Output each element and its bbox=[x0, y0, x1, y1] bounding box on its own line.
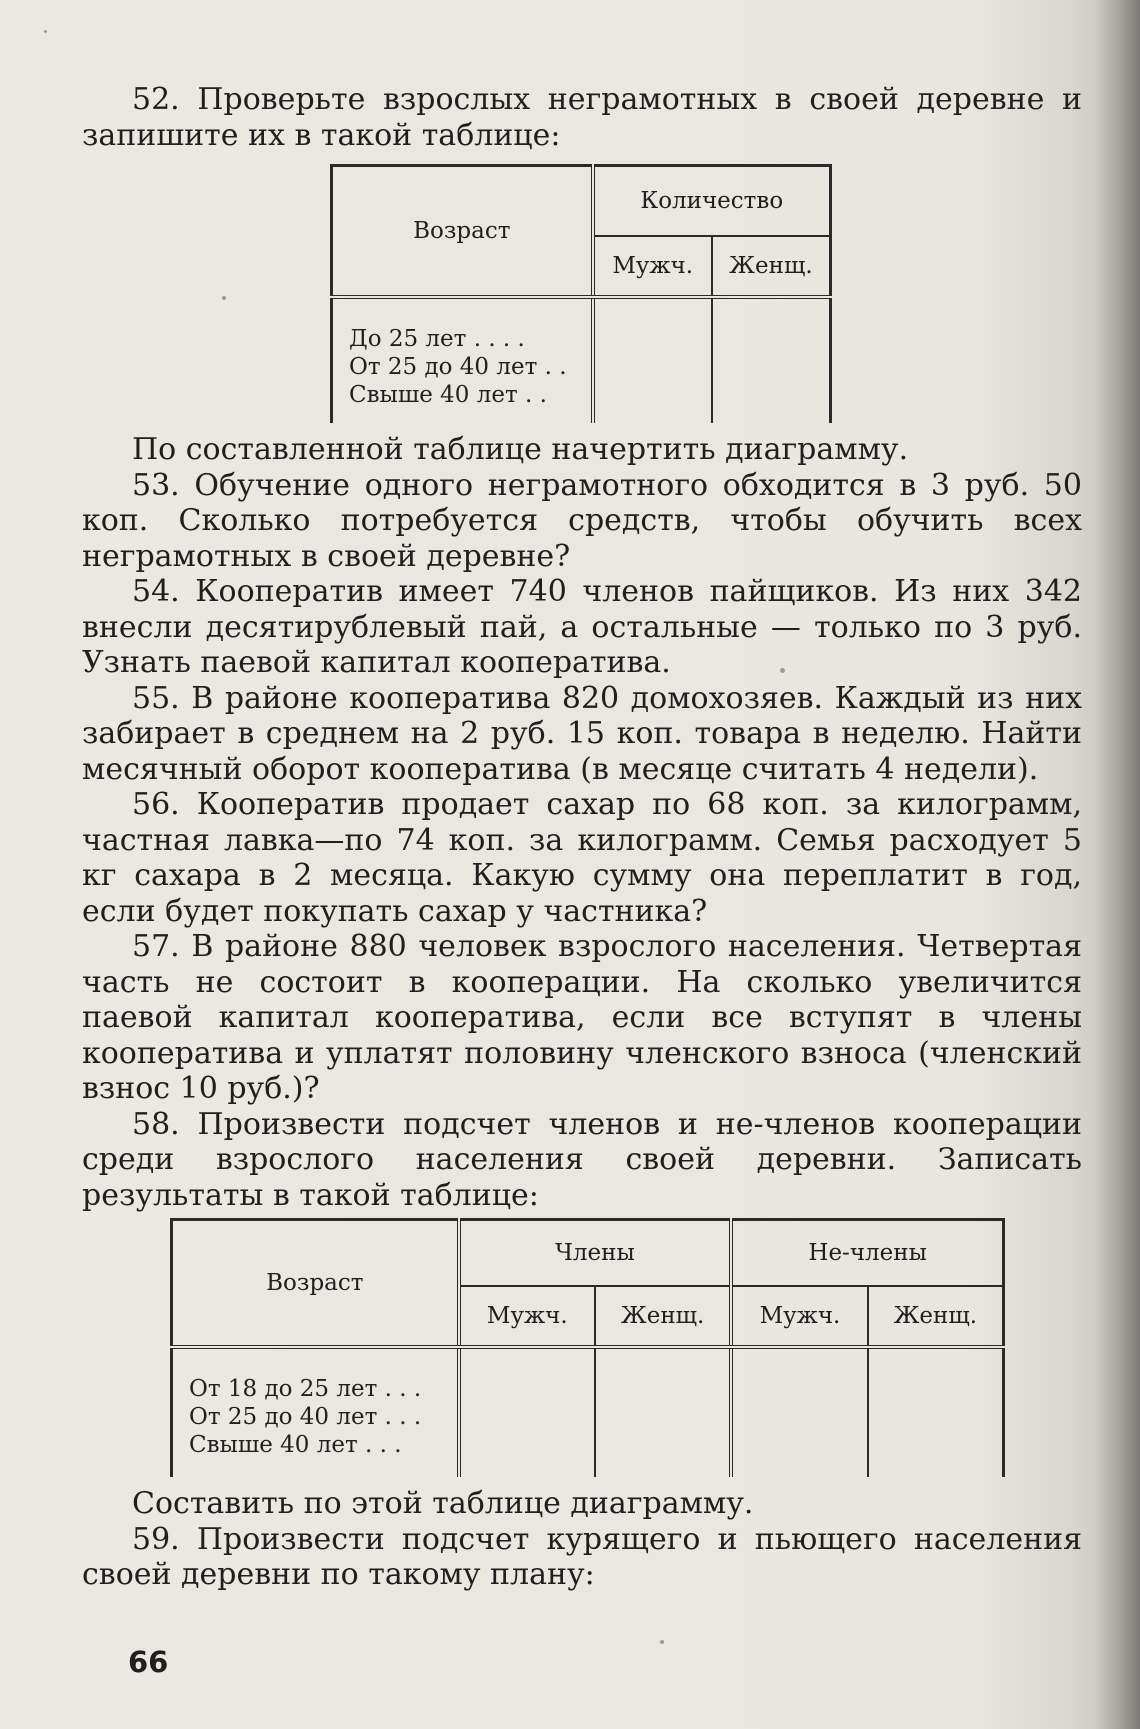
table1-male-header: Мужч. bbox=[593, 236, 712, 297]
page-spine-shadow bbox=[1096, 0, 1140, 1729]
table2-row-2: От 25 до 40 лет . . . bbox=[189, 1404, 422, 1430]
problem-52-text: 52. Проверьте взрослых неграмотных в своей деревне и запишите их в такой таблице: bbox=[82, 82, 1082, 153]
table1-age-rows bbox=[332, 297, 593, 423]
problem-58-text: 58. Произвести подсчет членов и не-членов кооперации среди взрослого населения своей деревни. Записать результаты в такой таблице: bbox=[82, 1106, 1082, 1213]
table2-row-3: Свыше 40 лет . . . bbox=[189, 1432, 402, 1458]
paper-speck bbox=[660, 1640, 664, 1644]
table1-row-2: От 25 до 40 лет . . bbox=[349, 354, 567, 380]
illiterate-table bbox=[330, 164, 832, 423]
problem-54: 54. Кооператив имеет 740 членов пайщиков. Из них 342 внесли десятирублевый пай, а остальные — только по 3 руб. Узнать паевой капитал кооператива. bbox=[82, 574, 1082, 680]
problem-53: 53. Обучение одного неграмотного обходится в 3 руб. 50 коп. Сколько потребуется средств, чтобы обучить всех неграмотных в своей деревне? bbox=[82, 467, 1082, 574]
table1-row-3: Свыше 40 лет . . bbox=[349, 382, 547, 408]
table2-nonmembers-male-header: Мужч. bbox=[731, 1286, 867, 1347]
table2-nonmembers-header: Не-члены bbox=[731, 1220, 1003, 1287]
table1-male-cell bbox=[593, 297, 712, 423]
table1-female-header: Женщ. bbox=[712, 236, 831, 297]
page-number: 66 bbox=[128, 1645, 169, 1679]
table2-row-1: От 18 до 25 лет . . . bbox=[189, 1376, 422, 1402]
table2-nonmembers-female-header: Женщ. bbox=[868, 1286, 1004, 1347]
table2-nonmembers-female-cell bbox=[868, 1347, 1004, 1477]
table1-female-cell bbox=[712, 297, 831, 423]
table2-members-female-header: Женщ. bbox=[595, 1286, 731, 1347]
table2-members-header: Члены bbox=[459, 1220, 732, 1287]
table2-members-male-cell bbox=[459, 1347, 595, 1477]
table1-age-header: Возраст bbox=[332, 166, 593, 298]
paper-speck bbox=[780, 668, 785, 673]
table1-note: По составленной таблице начертить диаграмму. bbox=[132, 432, 909, 467]
table2-members-female-cell bbox=[595, 1347, 731, 1477]
table1-count-header: Количество bbox=[593, 166, 831, 237]
cooperative-members-table bbox=[170, 1218, 1005, 1477]
problem-55: 55. В районе кооператива 820 домохозяев. Каждый из них забирает в среднем на 2 руб. 15 коп. товара в неделю. Найти месячный оборот кооператива (в месяце считать 4 недели). bbox=[82, 680, 1082, 787]
paper-speck bbox=[44, 30, 47, 33]
problem-56: 56. Кооператив продает сахар по 68 коп. за килограмм, частная лавка—по 74 коп. за килограмм. Семья расходует 5 кг сахара в 2 месяца. Какую сумму она переплатит в год, если будет покупать сахар у частника? bbox=[82, 787, 1082, 929]
problem-57: 57. В районе 880 человек взрослого населения. Четвертая часть не состоит в кооперации. На сколько увеличится паевой капитал кооператива, если все вступят в члены кооператива и уплатят половину членского взноса (членский взнос 10 руб.)? bbox=[82, 929, 1082, 1106]
table2-members-male-header: Мужч. bbox=[459, 1286, 595, 1347]
table1-row-1: До 25 лет . . . . bbox=[349, 326, 525, 352]
table2-nonmembers-male-cell bbox=[731, 1347, 867, 1477]
table2-note: Составить по этой таблице диаграмму. bbox=[132, 1486, 754, 1521]
table2-age-rows bbox=[172, 1347, 459, 1477]
table2-age-header: Возраст bbox=[172, 1220, 459, 1348]
problems-block-2 bbox=[82, 1486, 1082, 1593]
paper-speck bbox=[222, 296, 226, 300]
problems-block-1 bbox=[82, 432, 1082, 1213]
problem-52 bbox=[82, 82, 1082, 153]
problem-59: 59. Произвести подсчет курящего и пьющего населения своей деревни по такому плану: bbox=[82, 1521, 1082, 1592]
